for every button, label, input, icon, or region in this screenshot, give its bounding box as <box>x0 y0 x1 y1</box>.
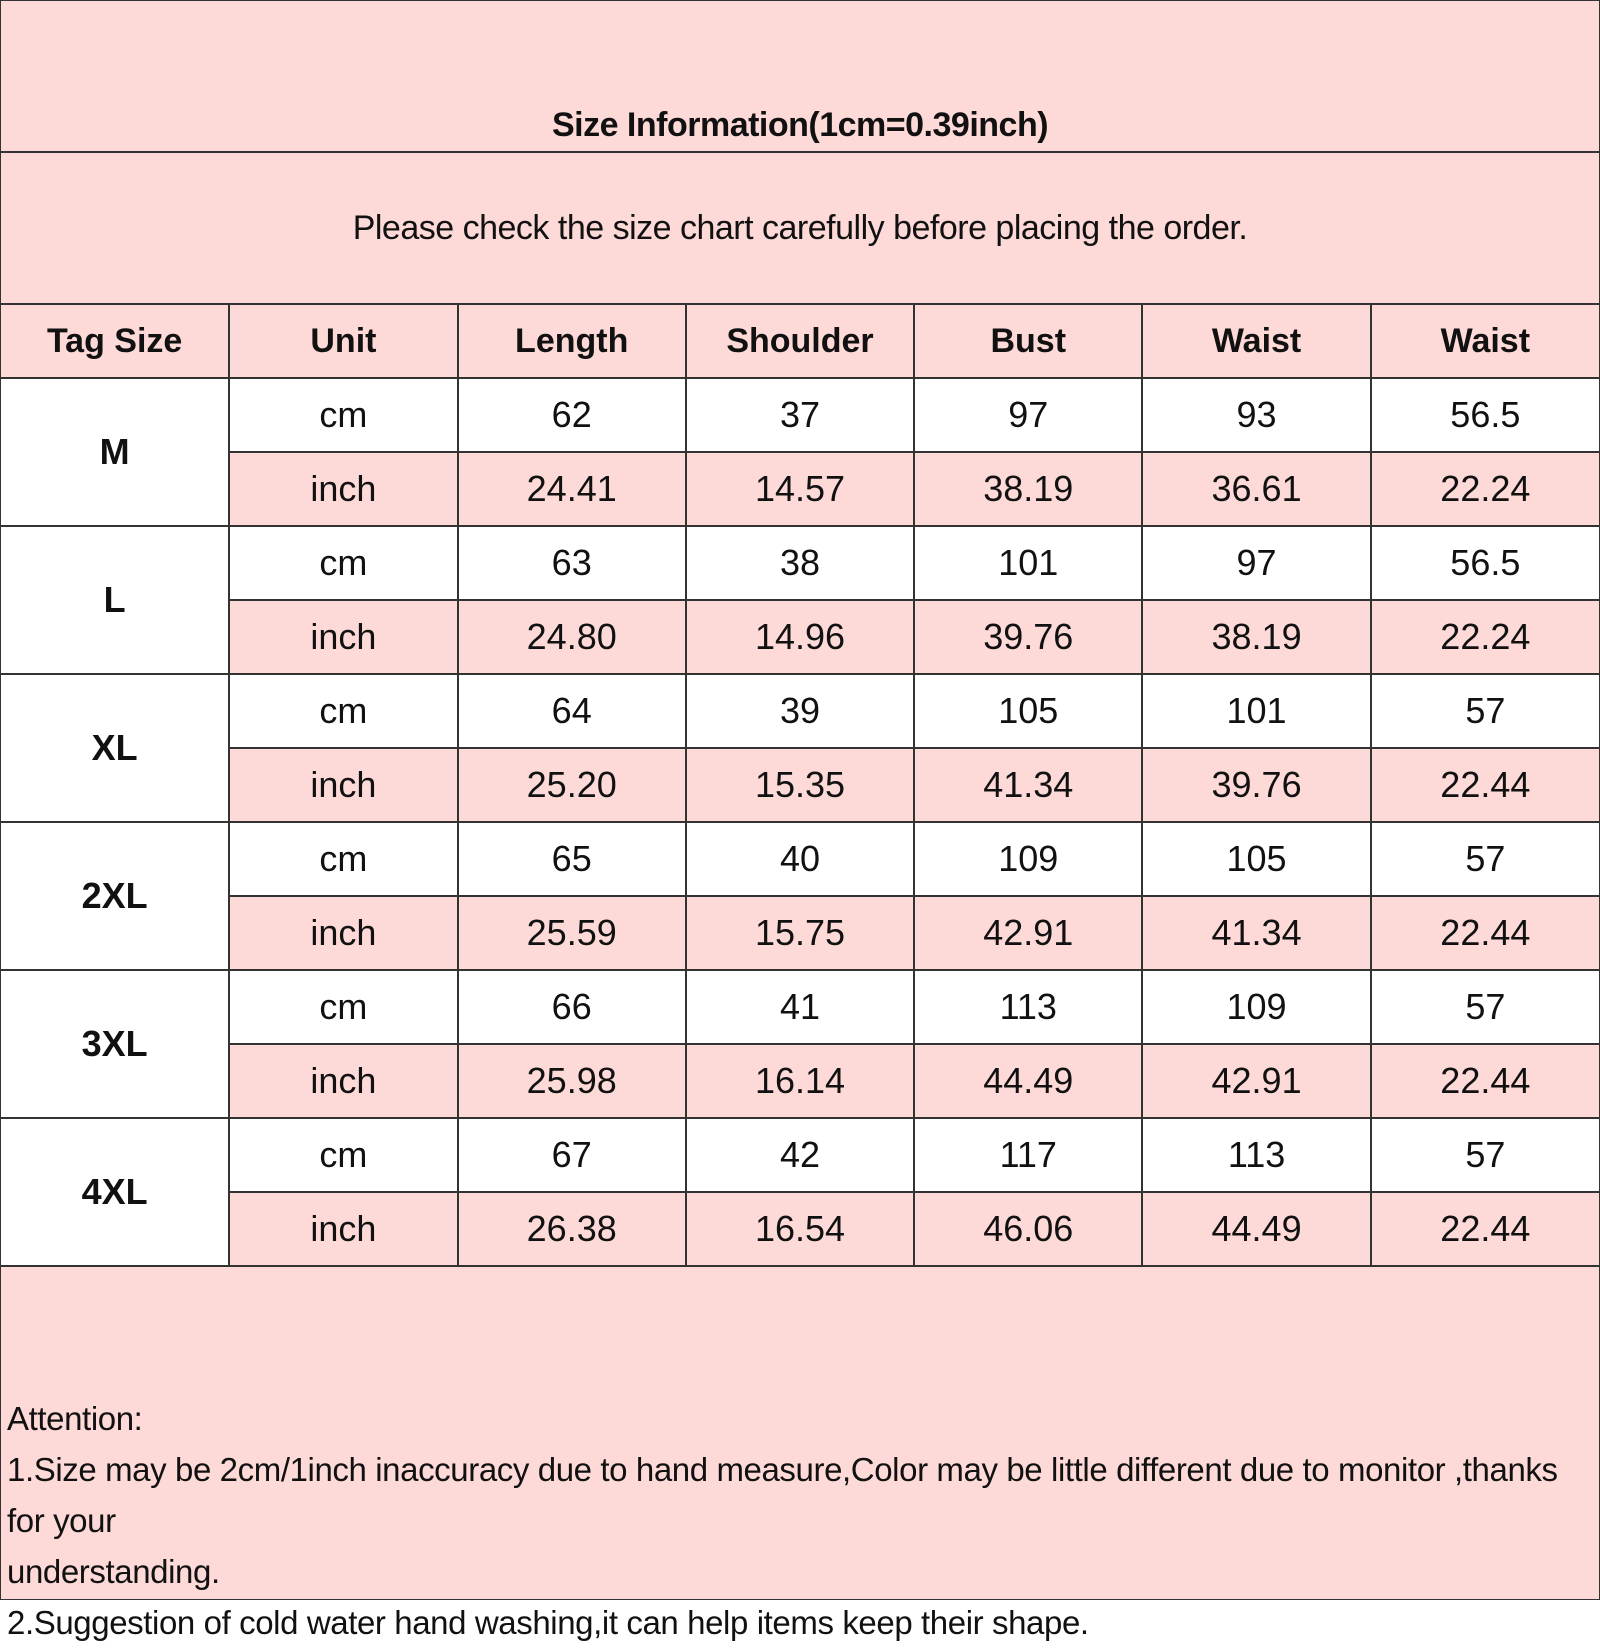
measurement-cell: 117 <box>914 1118 1142 1192</box>
tag-size-cell: M <box>1 378 229 526</box>
table-row <box>1 378 1599 452</box>
attention-heading: Attention: <box>7 1400 143 1437</box>
measurement-cell: 16.14 <box>686 1044 914 1118</box>
measurement-cell: 38.19 <box>914 452 1142 526</box>
measurement-cell: 101 <box>914 526 1142 600</box>
measurement-cell: 37 <box>686 378 914 452</box>
measurement-cell: 24.41 <box>458 452 686 526</box>
measurement-cell: 40 <box>686 822 914 896</box>
measurement-cell: 24.80 <box>458 600 686 674</box>
measurement-cell: 38 <box>686 526 914 600</box>
unit-cell: inch <box>229 600 457 674</box>
measurement-cell: 39 <box>686 674 914 748</box>
notice-row <box>1 153 1599 305</box>
size-table-body <box>1 378 1599 1266</box>
unit-cell: inch <box>229 748 457 822</box>
table-row <box>1 1118 1599 1192</box>
measurement-cell: 44.49 <box>1142 1192 1370 1266</box>
measurement-cell: 57 <box>1371 822 1599 896</box>
measurement-cell: 105 <box>914 674 1142 748</box>
header-bust: Bust <box>914 305 1142 378</box>
measurement-cell: 41 <box>686 970 914 1044</box>
measurement-cell: 109 <box>1142 970 1370 1044</box>
measurement-cell: 66 <box>458 970 686 1044</box>
measurement-cell: 105 <box>1142 822 1370 896</box>
measurement-cell: 57 <box>1371 674 1599 748</box>
header-tag-size: Tag Size <box>1 305 229 378</box>
unit-cell: inch <box>229 452 457 526</box>
attention-line-1-cont: understanding. <box>7 1553 220 1590</box>
measurement-cell: 22.44 <box>1371 896 1599 970</box>
tag-size-cell: 2XL <box>1 822 229 970</box>
header-unit: Unit <box>229 305 457 378</box>
measurement-cell: 14.57 <box>686 452 914 526</box>
measurement-cell: 22.24 <box>1371 600 1599 674</box>
measurement-cell: 22.24 <box>1371 452 1599 526</box>
header-waist-2: Waist <box>1371 305 1599 378</box>
measurement-cell: 67 <box>458 1118 686 1192</box>
measurement-cell: 64 <box>458 674 686 748</box>
table-row <box>1 896 1599 970</box>
measurement-cell: 25.59 <box>458 896 686 970</box>
measurement-cell: 42.91 <box>1142 1044 1370 1118</box>
measurement-cell: 113 <box>914 970 1142 1044</box>
measurement-cell: 39.76 <box>914 600 1142 674</box>
measurement-cell: 63 <box>458 526 686 600</box>
measurement-cell: 26.38 <box>458 1192 686 1266</box>
measurement-cell: 22.44 <box>1371 1192 1599 1266</box>
measurement-cell: 101 <box>1142 674 1370 748</box>
unit-cell: inch <box>229 1044 457 1118</box>
unit-cell: cm <box>229 526 457 600</box>
attention-line-2: 2.Suggestion of cold water hand washing,it can help items keep their shape. <box>7 1604 1089 1641</box>
measurement-cell: 56.5 <box>1371 526 1599 600</box>
header-row <box>1 305 1599 378</box>
measurement-cell: 56.5 <box>1371 378 1599 452</box>
measurement-cell: 42 <box>686 1118 914 1192</box>
measurement-cell: 22.44 <box>1371 748 1599 822</box>
attention-line-1: 1.Size may be 2cm/1inch inaccuracy due to hand measure,Color may be little different due to monitor ,thanks for your <box>7 1451 1558 1539</box>
unit-cell: cm <box>229 378 457 452</box>
table-row <box>1 1044 1599 1118</box>
table-row <box>1 970 1599 1044</box>
measurement-cell: 36.61 <box>1142 452 1370 526</box>
tag-size-cell: 4XL <box>1 1118 229 1266</box>
tag-size-cell: L <box>1 526 229 674</box>
measurement-cell: 44.49 <box>914 1044 1142 1118</box>
table-row <box>1 748 1599 822</box>
measurement-cell: 41.34 <box>914 748 1142 822</box>
measurement-cell: 97 <box>1142 526 1370 600</box>
measurement-cell: 25.98 <box>458 1044 686 1118</box>
table-row <box>1 822 1599 896</box>
measurement-cell: 38.19 <box>1142 600 1370 674</box>
measurement-cell: 65 <box>458 822 686 896</box>
measurement-cell: 41.34 <box>1142 896 1370 970</box>
measurement-cell: 25.20 <box>458 748 686 822</box>
measurement-cell: 97 <box>914 378 1142 452</box>
measurement-cell: 16.54 <box>686 1192 914 1266</box>
header-shoulder: Shoulder <box>686 305 914 378</box>
tag-size-cell: 3XL <box>1 970 229 1118</box>
chart-title: Size Information(1cm=0.39inch) <box>551 106 1049 144</box>
unit-cell: inch <box>229 896 457 970</box>
unit-cell: cm <box>229 822 457 896</box>
measurement-cell: 39.76 <box>1142 748 1370 822</box>
table-row <box>1 674 1599 748</box>
measurement-cell: 62 <box>458 378 686 452</box>
measurement-cell: 57 <box>1371 1118 1599 1192</box>
unit-cell: inch <box>229 1192 457 1266</box>
measurement-cell: 113 <box>1142 1118 1370 1192</box>
measurement-cell: 42.91 <box>914 896 1142 970</box>
measurement-cell: 109 <box>914 822 1142 896</box>
notice-text: Please check the size chart carefully before placing the order. <box>352 208 1248 247</box>
measurement-cell: 22.44 <box>1371 1044 1599 1118</box>
unit-cell: cm <box>229 674 457 748</box>
attention-notes <box>7 1393 1587 1648</box>
measurement-cell: 15.75 <box>686 896 914 970</box>
unit-cell: cm <box>229 1118 457 1192</box>
size-table <box>1 305 1599 1267</box>
unit-cell: cm <box>229 970 457 1044</box>
table-row <box>1 452 1599 526</box>
title-row <box>1 1 1599 153</box>
header-waist: Waist <box>1142 305 1370 378</box>
table-row <box>1 1192 1599 1266</box>
header-length: Length <box>458 305 686 378</box>
measurement-cell: 93 <box>1142 378 1370 452</box>
tag-size-cell: XL <box>1 674 229 822</box>
measurement-cell: 15.35 <box>686 748 914 822</box>
measurement-cell: 14.96 <box>686 600 914 674</box>
table-row <box>1 526 1599 600</box>
measurement-cell: 46.06 <box>914 1192 1142 1266</box>
measurement-cell: 57 <box>1371 970 1599 1044</box>
table-row <box>1 600 1599 674</box>
